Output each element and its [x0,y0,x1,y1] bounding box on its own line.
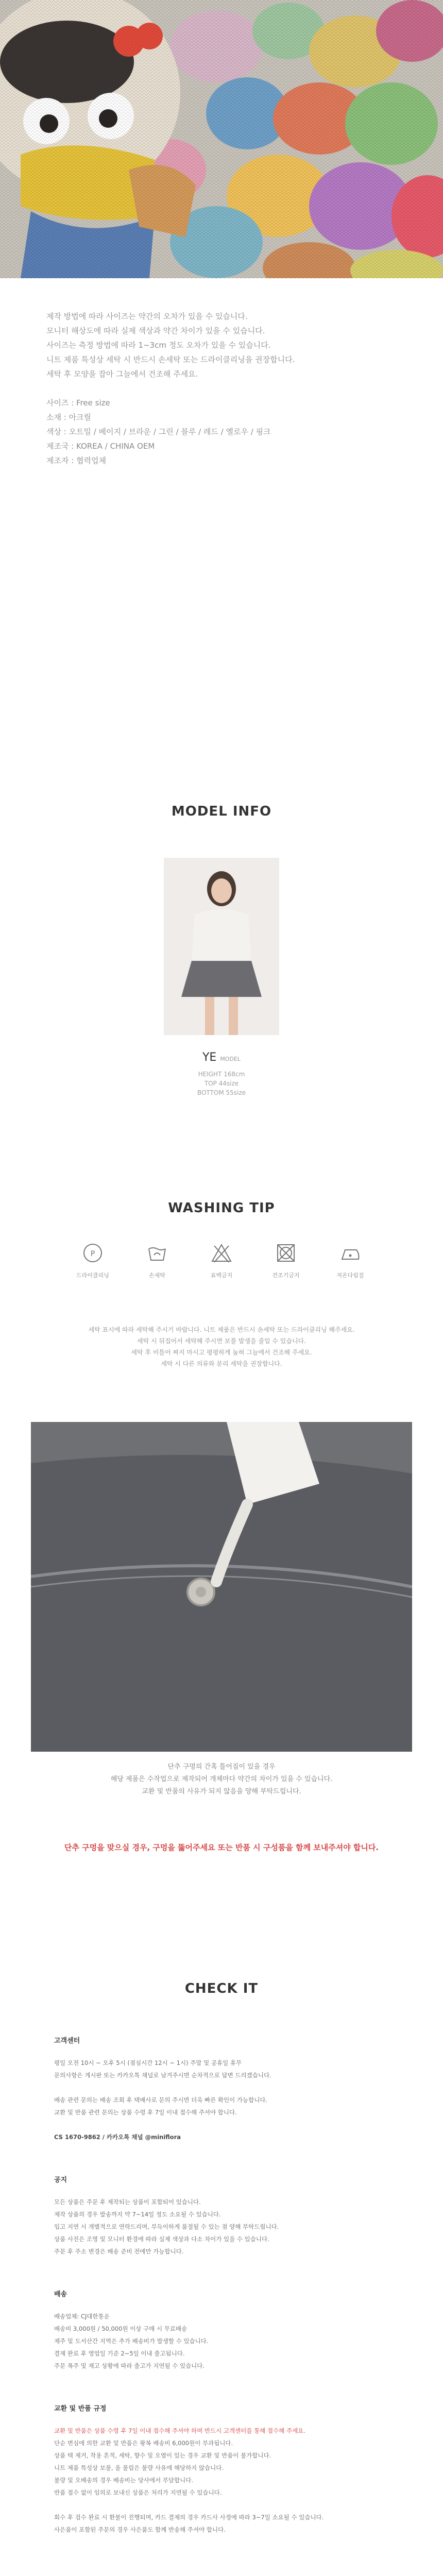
wash-label: 건조기금지 [272,1272,300,1279]
spec-line: 제조자 : 협력업체 [46,456,107,465]
notice-line: 세탁 후 모양을 잡아 그늘에서 건조해 주세요. [46,369,198,379]
denim-button-image [31,1422,412,1752]
notice-line: 제작 방법에 따라 사이즈는 약간의 오차가 있을 수 있습니다. [46,312,248,321]
notice-paragraph [46,309,397,381]
spec-line: 소재 : 아크릴 [46,413,92,422]
model-name-text: YE [202,1051,217,1064]
info-line: 주문 후 주소 변경은 배송 준비 전에만 가능합니다. [54,2248,184,2255]
info-line: 상품 택 제거, 착용 흔적, 세탁, 향수 및 오염이 있는 경우 교환 및 반품이 불가합니다. [54,2452,271,2459]
notice-line: 니트 제품 특성상 세탁 시 반드시 손세탁 또는 드라이클리닝을 권장합니다. [46,355,295,364]
no-bleach-icon [210,1242,233,1264]
detail-line: 단추 구멍의 간혹 틀어짐이 있을 경우 [167,1763,276,1771]
check-it-section [54,2035,389,2567]
info-line: 주문 폭주 및 재고 상황에 따라 출고가 지연될 수 있습니다. [54,2362,205,2369]
wash-label: 드라이클리닝 [76,1272,109,1279]
wash-item-dry-clean [72,1242,113,1279]
model-height: HEIGHT 168cm [198,1071,245,1078]
info-line: 니트 제품 특성상 보풀, 올 풀림은 불량 사유에 해당하지 않습니다. [54,2464,224,2471]
washing-description [62,1324,381,1369]
model-specs [0,1070,443,1097]
model-name-tag: MODEL [220,1056,241,1062]
washing-tip-title: WASHING TIP [168,1200,275,1216]
knit-doll-illustration [0,0,443,278]
info-line: 모든 상품은 주문 후 제작되는 상품이 포함되어 있습니다. [54,2198,201,2206]
model-info-title: MODEL INFO [171,804,272,819]
wash-label: 손세탁 [149,1272,165,1279]
info-line: 배송 관련 문의는 배송 조회 후 택배사로 문의 주시면 더욱 빠른 확인이 가능합니다. [54,2096,268,2104]
customer-center-block [54,2035,389,2143]
wash-label: 표백금지 [210,1272,233,1279]
model-photo [164,858,279,1035]
wash-item-low-iron [330,1242,371,1279]
info-line: 결제 완료 후 영업일 기준 2~5일 이내 출고됩니다. [54,2350,185,2357]
wash-item-no-bleach [201,1242,242,1279]
info-line: 평일 오전 10시 ~ 오후 5시 (점심시간 12시 ~ 1시) 주말 및 공휴일 휴무 [54,2059,242,2066]
wash-desc-line: 세탁 시 다른 의류와 분리 세탁을 권장합니다. [161,1360,282,1367]
no-tumble-dry-icon [275,1242,297,1264]
info-line: 제주 및 도서산간 지역은 추가 배송비가 발생할 수 있습니다. [54,2337,209,2345]
wash-item-no-tumble [265,1242,306,1279]
check-it-title: CHECK IT [184,1981,259,1996]
info-line [54,2119,389,2131]
svg-text:P: P [90,1250,95,1258]
shipping-block [54,2289,389,2372]
info-line [54,2499,389,2511]
wash-label: 저온다림질 [336,1272,364,1279]
info-line: 배송비 3,000원 / 50,000원 이상 구매 시 무료배송 [54,2325,188,2332]
info-line: 불량 및 오배송의 경우 배송비는 당사에서 부담합니다. [54,2477,193,2484]
hero-knit-photo [0,0,443,278]
spec-line: 제조국 : KOREA / CHINA OEM [46,442,155,451]
info-line: 교환 및 반품은 상품 수령 후 7일 이내 접수해 주셔야 하며 반드시 고객센터를 통해 접수해 주세요. [54,2427,305,2434]
shipping-heading: 배송 [54,2291,67,2298]
model-figure-image [164,858,279,1035]
wash-desc-line: 세탁 표시에 따라 세탁해 주시기 바랍니다. 니트 제품은 반드시 손세탁 또는 드라이클리닝 해주세요. [88,1326,355,1333]
notice-line: 모니터 해상도에 따라 실제 색상과 약간 차이가 있을 수 있습니다. [46,326,265,335]
info-line: 입고 지연 시 개별적으로 연락드리며, 부득이하게 품절될 수 있는 점 양해 부탁드립니다. [54,2223,279,2230]
spec-line: 색상 : 오트밀 / 베이지 / 브라운 / 그린 / 블루 / 레드 / 옐로우 / 핑크 [46,427,271,436]
info-line: 배송업체: CJ대한통운 [54,2313,110,2320]
info-line: 문의사항은 게시판 또는 카카오톡 채널로 남겨주시면 순차적으로 답변 드리겠습니다. [54,2072,271,2079]
contact-line: CS 1670-9862 / 카카오톡 채널 @miniflora [54,2133,181,2141]
info-line: 반품 접수 없이 임의로 보내신 상품은 처리가 지연될 수 있습니다. [54,2489,222,2496]
notice-block [54,2174,389,2258]
return-policy-heading: 교환 및 반품 규정 [54,2405,107,2413]
product-notice-text [46,309,397,482]
info-line: 단순 변심에 의한 교환 및 반품은 왕복 배송비 6,000원이 부과됩니다. [54,2439,233,2447]
info-line: 사은품이 포함된 주문의 경우 사은품도 함께 반송해 주셔야 합니다. [54,2526,226,2533]
button-hole-warning: 단추 구멍을 맞으실 경우, 구멍을 뚫어주세요 또는 반품 시 구성품을 함께 보내주셔야 합니다. [64,1843,379,1852]
model-bottom-size: BOTTOM 55size [197,1089,246,1096]
model-name [0,1051,443,1064]
detail-line: 해당 제품은 수작업으로 제작되어 개체마다 약간의 차이가 있을 수 있습니다. [110,1775,333,1783]
info-line: 교환 및 반품 관련 문의는 상품 수령 후 7일 이내 접수해 주셔야 합니다. [54,2109,237,2116]
return-policy-block [54,2403,389,2536]
model-top-size: TOP 44size [204,1080,239,1087]
info-line: 회수 후 검수 완료 시 환불이 진행되며, 카드 결제의 경우 카드사 사정에 따라 3~7일 소요될 수 있습니다. [54,2514,324,2521]
wash-desc-line: 세탁 후 비틀어 짜지 마시고 평평하게 눕혀 그늘에서 건조해 주세요. [131,1349,312,1356]
product-spec-paragraph [46,396,397,468]
detail-button-photo [31,1422,412,1752]
notice-heading: 공지 [54,2176,67,2184]
detail-line: 교환 및 반품의 사유가 되지 않음을 양해 부탁드립니다. [142,1788,301,1795]
washing-icons-row [72,1242,371,1279]
spec-line: 사이즈 : Free size [46,398,110,408]
info-line [54,2081,389,2094]
wash-desc-line: 세탁 시 뒤집어서 세탁해 주시면 보풀 발생을 줄일 수 있습니다. [137,1337,306,1345]
customer-center-heading: 고객센터 [54,2037,80,2045]
notice-line: 사이즈는 측정 방법에 따라 1~3cm 정도 오차가 있을 수 있습니다. [46,341,271,350]
hand-wash-icon [146,1242,168,1264]
dry-clean-icon [81,1242,104,1264]
info-line: 상품 사진은 조명 및 모니터 환경에 따라 실제 색상과 다소 차이가 있을 수 있습니다. [54,2235,269,2243]
info-line: 제작 상품의 경우 발송까지 약 7~14일 정도 소요될 수 있습니다. [54,2211,221,2218]
detail-caption [52,1761,391,1798]
wash-item-hand-wash [137,1242,178,1279]
low-iron-icon [339,1242,362,1264]
